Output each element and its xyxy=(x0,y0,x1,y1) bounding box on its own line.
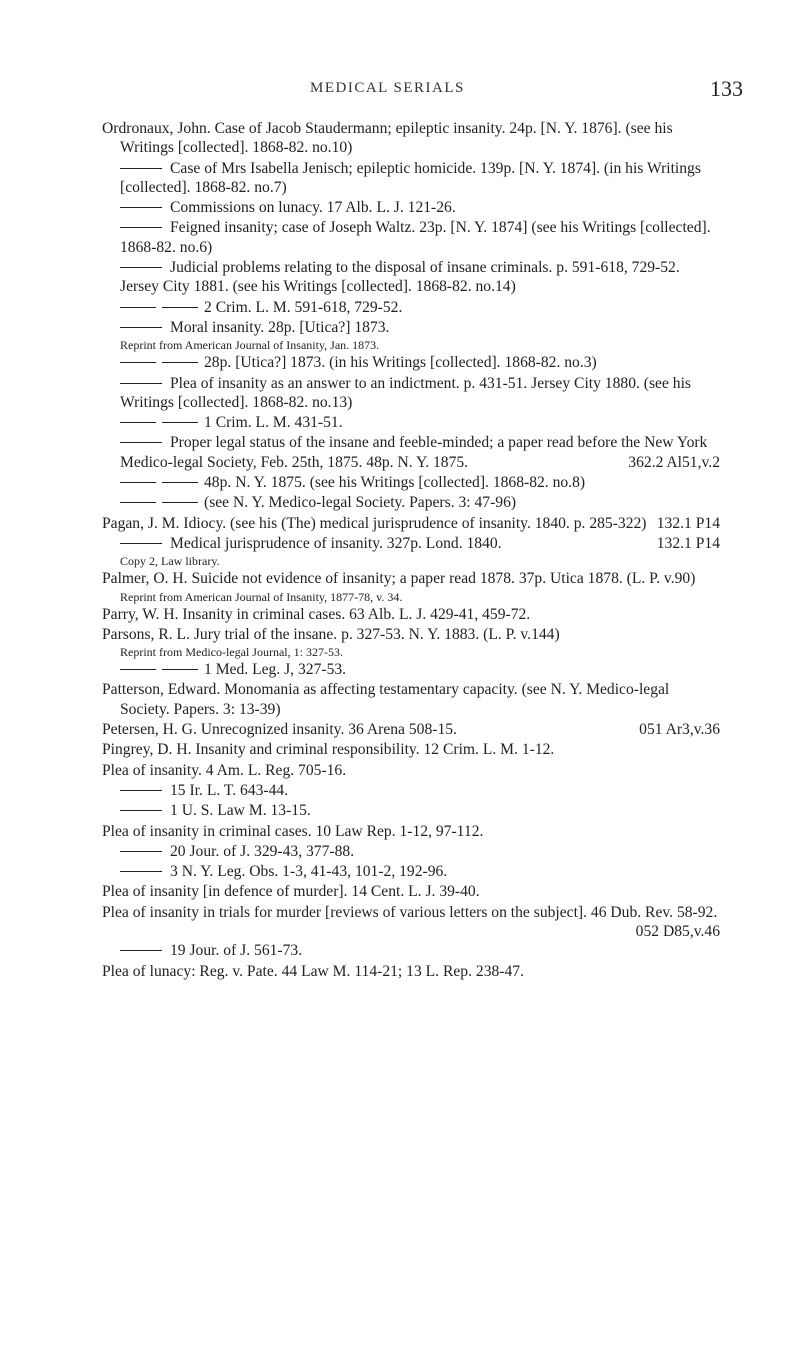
list-item: 1 U. S. Law M. 13-15. xyxy=(0,801,720,820)
list-item: 3 N. Y. Leg. Obs. 1-3, 41-43, 101-2, 192-96. xyxy=(0,862,720,881)
ditto-dash xyxy=(120,168,162,169)
list-item: Plea of insanity in criminal cases. 10 Law Rep. 1-12, 97-112. xyxy=(102,822,484,840)
reprint-note: Reprint from Medico-legal Journal, 1: 327-53. xyxy=(120,645,343,660)
list-item: Palmer, O. H. Suicide not evidence of insanity; a paper read 1878. 37p. Utica 1878. (L. P. v.90) xyxy=(102,570,696,588)
list-item: Ordronaux, John. Case of Jacob Staudermann; epileptic insanity. 24p. [N. Y. 1876]. (see his Writings [collected]. 1868-82. no.10) xyxy=(102,120,673,157)
ditto-dash xyxy=(120,810,162,811)
ditto-dash xyxy=(120,422,156,423)
list-item: Moral insanity. 28p. [Utica?] 1873. xyxy=(0,318,720,337)
list-item: Parsons, R. L. Jury trial of the insane. p. 327-53. N. Y. 1883. (L. P. v.144) xyxy=(102,625,560,643)
list-item: Pingrey, D. H. Insanity and criminal responsibility. 12 Crim. L. M. 1-12. xyxy=(102,741,555,759)
reprint-note: Reprint from American Journal of Insanity, Jan. 1873. xyxy=(120,338,380,353)
bibliography-list xyxy=(0,119,800,982)
ditto-dash xyxy=(120,327,162,328)
ditto-dash xyxy=(162,669,198,670)
ditto-dash xyxy=(162,502,198,503)
ditto-dash xyxy=(120,482,156,483)
list-item: Parry, W. H. Insanity in criminal cases. 63 Alb. L. J. 429-41, 459-72. xyxy=(102,605,531,623)
ditto-dash xyxy=(120,307,156,308)
list-item: Plea of insanity as an answer to an indictment. p. 431-51. Jersey City 1880. (see his Writings [collected]. 1868-82. no.13) xyxy=(120,374,691,411)
ditto-dash xyxy=(120,442,162,443)
page-header xyxy=(0,76,800,106)
ditto-dash xyxy=(162,422,198,423)
copy-note: Copy 2, Law library. xyxy=(120,554,220,569)
ditto-dash xyxy=(162,307,198,308)
call-number: 362.2 Al51,v.2 xyxy=(628,453,720,471)
ditto-dash xyxy=(120,267,162,268)
list-item: 20 Jour. of J. 329-43, 377-88. xyxy=(0,842,720,861)
ditto-dash xyxy=(120,950,162,951)
call-number: 052 D85,v.46 xyxy=(635,922,720,940)
ditto-dash xyxy=(120,543,162,544)
list-item: Commissions on lunacy. 17 Alb. L. J. 121-26. xyxy=(0,198,720,217)
list-item: Feigned insanity; case of Joseph Waltz. 23p. [N. Y. 1874] (see his Writings [collected]. 1868-82. no.6) xyxy=(120,219,711,256)
list-item: 1 Crim. L. M. 431-51. xyxy=(0,413,720,432)
list-item: 15 Ir. L. T. 643-44. xyxy=(0,781,720,800)
list-item: Petersen, H. G. Unrecognized insanity. 36 Arena 508-15. 051 Ar3,v.36 xyxy=(102,721,720,739)
call-number: 132.1 P14 xyxy=(656,534,720,552)
ditto-dash xyxy=(120,207,162,208)
ditto-dash xyxy=(120,851,162,852)
list-item: Plea of insanity [in defence of murder]. 14 Cent. L. J. 39-40. xyxy=(102,883,480,901)
running-head: MEDICAL SERIALS xyxy=(310,80,465,96)
list-item: 2 Crim. L. M. 591-618, 729-52. xyxy=(0,298,720,317)
reprint-note: Reprint from American Journal of Insanity, 1877-78, v. 34. xyxy=(120,589,403,604)
ditto-dash xyxy=(162,362,198,363)
ditto-dash xyxy=(162,482,198,483)
call-number: 051 Ar3,v.36 xyxy=(639,721,720,739)
ditto-dash xyxy=(120,790,162,791)
list-item: (see N. Y. Medico-legal Society. Papers. 3: 47-96) xyxy=(0,493,720,512)
list-item: Medical jurisprudence of insanity. 327p. Lond. 1840. 132.1 P14 xyxy=(0,534,720,553)
list-item: 48p. N. Y. 1875. (see his Writings [collected]. 1868-82. no.8) xyxy=(0,473,720,492)
ditto-dash xyxy=(120,383,162,384)
list-item: Plea of insanity in trials for murder [reviews of various letters on the subject]. 46 Dub. Rev. 58-92. 052 D85,v.46 xyxy=(102,903,720,940)
list-item: 19 Jour. of J. 561-73. xyxy=(0,941,720,960)
ditto-dash xyxy=(120,502,156,503)
list-item: Pagan, J. M. Idiocy. (see his (The) medical jurisprudence of insanity. 1840. p. 285-322) 132.1 P14 xyxy=(102,514,720,532)
list-item: Proper legal status of the insane and feeble-minded; a paper read before the New York Medico-legal Society, Feb. 25th, 1875. 48p. N. Y. 1875. 362.2 Al51,v.2 xyxy=(120,434,720,471)
ditto-dash xyxy=(120,669,156,670)
list-item: Case of Mrs Isabella Jenisch; epileptic homicide. 139p. [N. Y. 1874]. (in his Writings [collected]. 1868-82. no.7) xyxy=(120,159,701,196)
list-item: 28p. [Utica?] 1873. (in his Writings [collected]. 1868-82. no.3) xyxy=(0,353,720,372)
ditto-dash xyxy=(120,871,162,872)
call-number: 132.1 P14 xyxy=(656,514,720,532)
list-item: Plea of insanity. 4 Am. L. Reg. 705-16. xyxy=(102,761,347,779)
list-item: Judicial problems relating to the disposal of insane criminals. p. 591-618, 729-52. Jersey City 1881. (see his Writings [collected]. 1868-82. no.14) xyxy=(120,259,680,296)
page-number: 133 xyxy=(710,76,743,101)
ditto-dash xyxy=(120,227,162,228)
list-item: Patterson, Edward. Monomania as affecting testamentary capacity. (see N. Y. Medico-legal Society. Papers. 3: 13-39) xyxy=(102,681,670,718)
ditto-dash xyxy=(120,362,156,363)
list-item: 1 Med. Leg. J, 327-53. xyxy=(0,660,720,679)
list-item: Plea of lunacy: Reg. v. Pate. 44 Law M. 114-21; 13 L. Rep. 238-47. xyxy=(102,962,524,980)
